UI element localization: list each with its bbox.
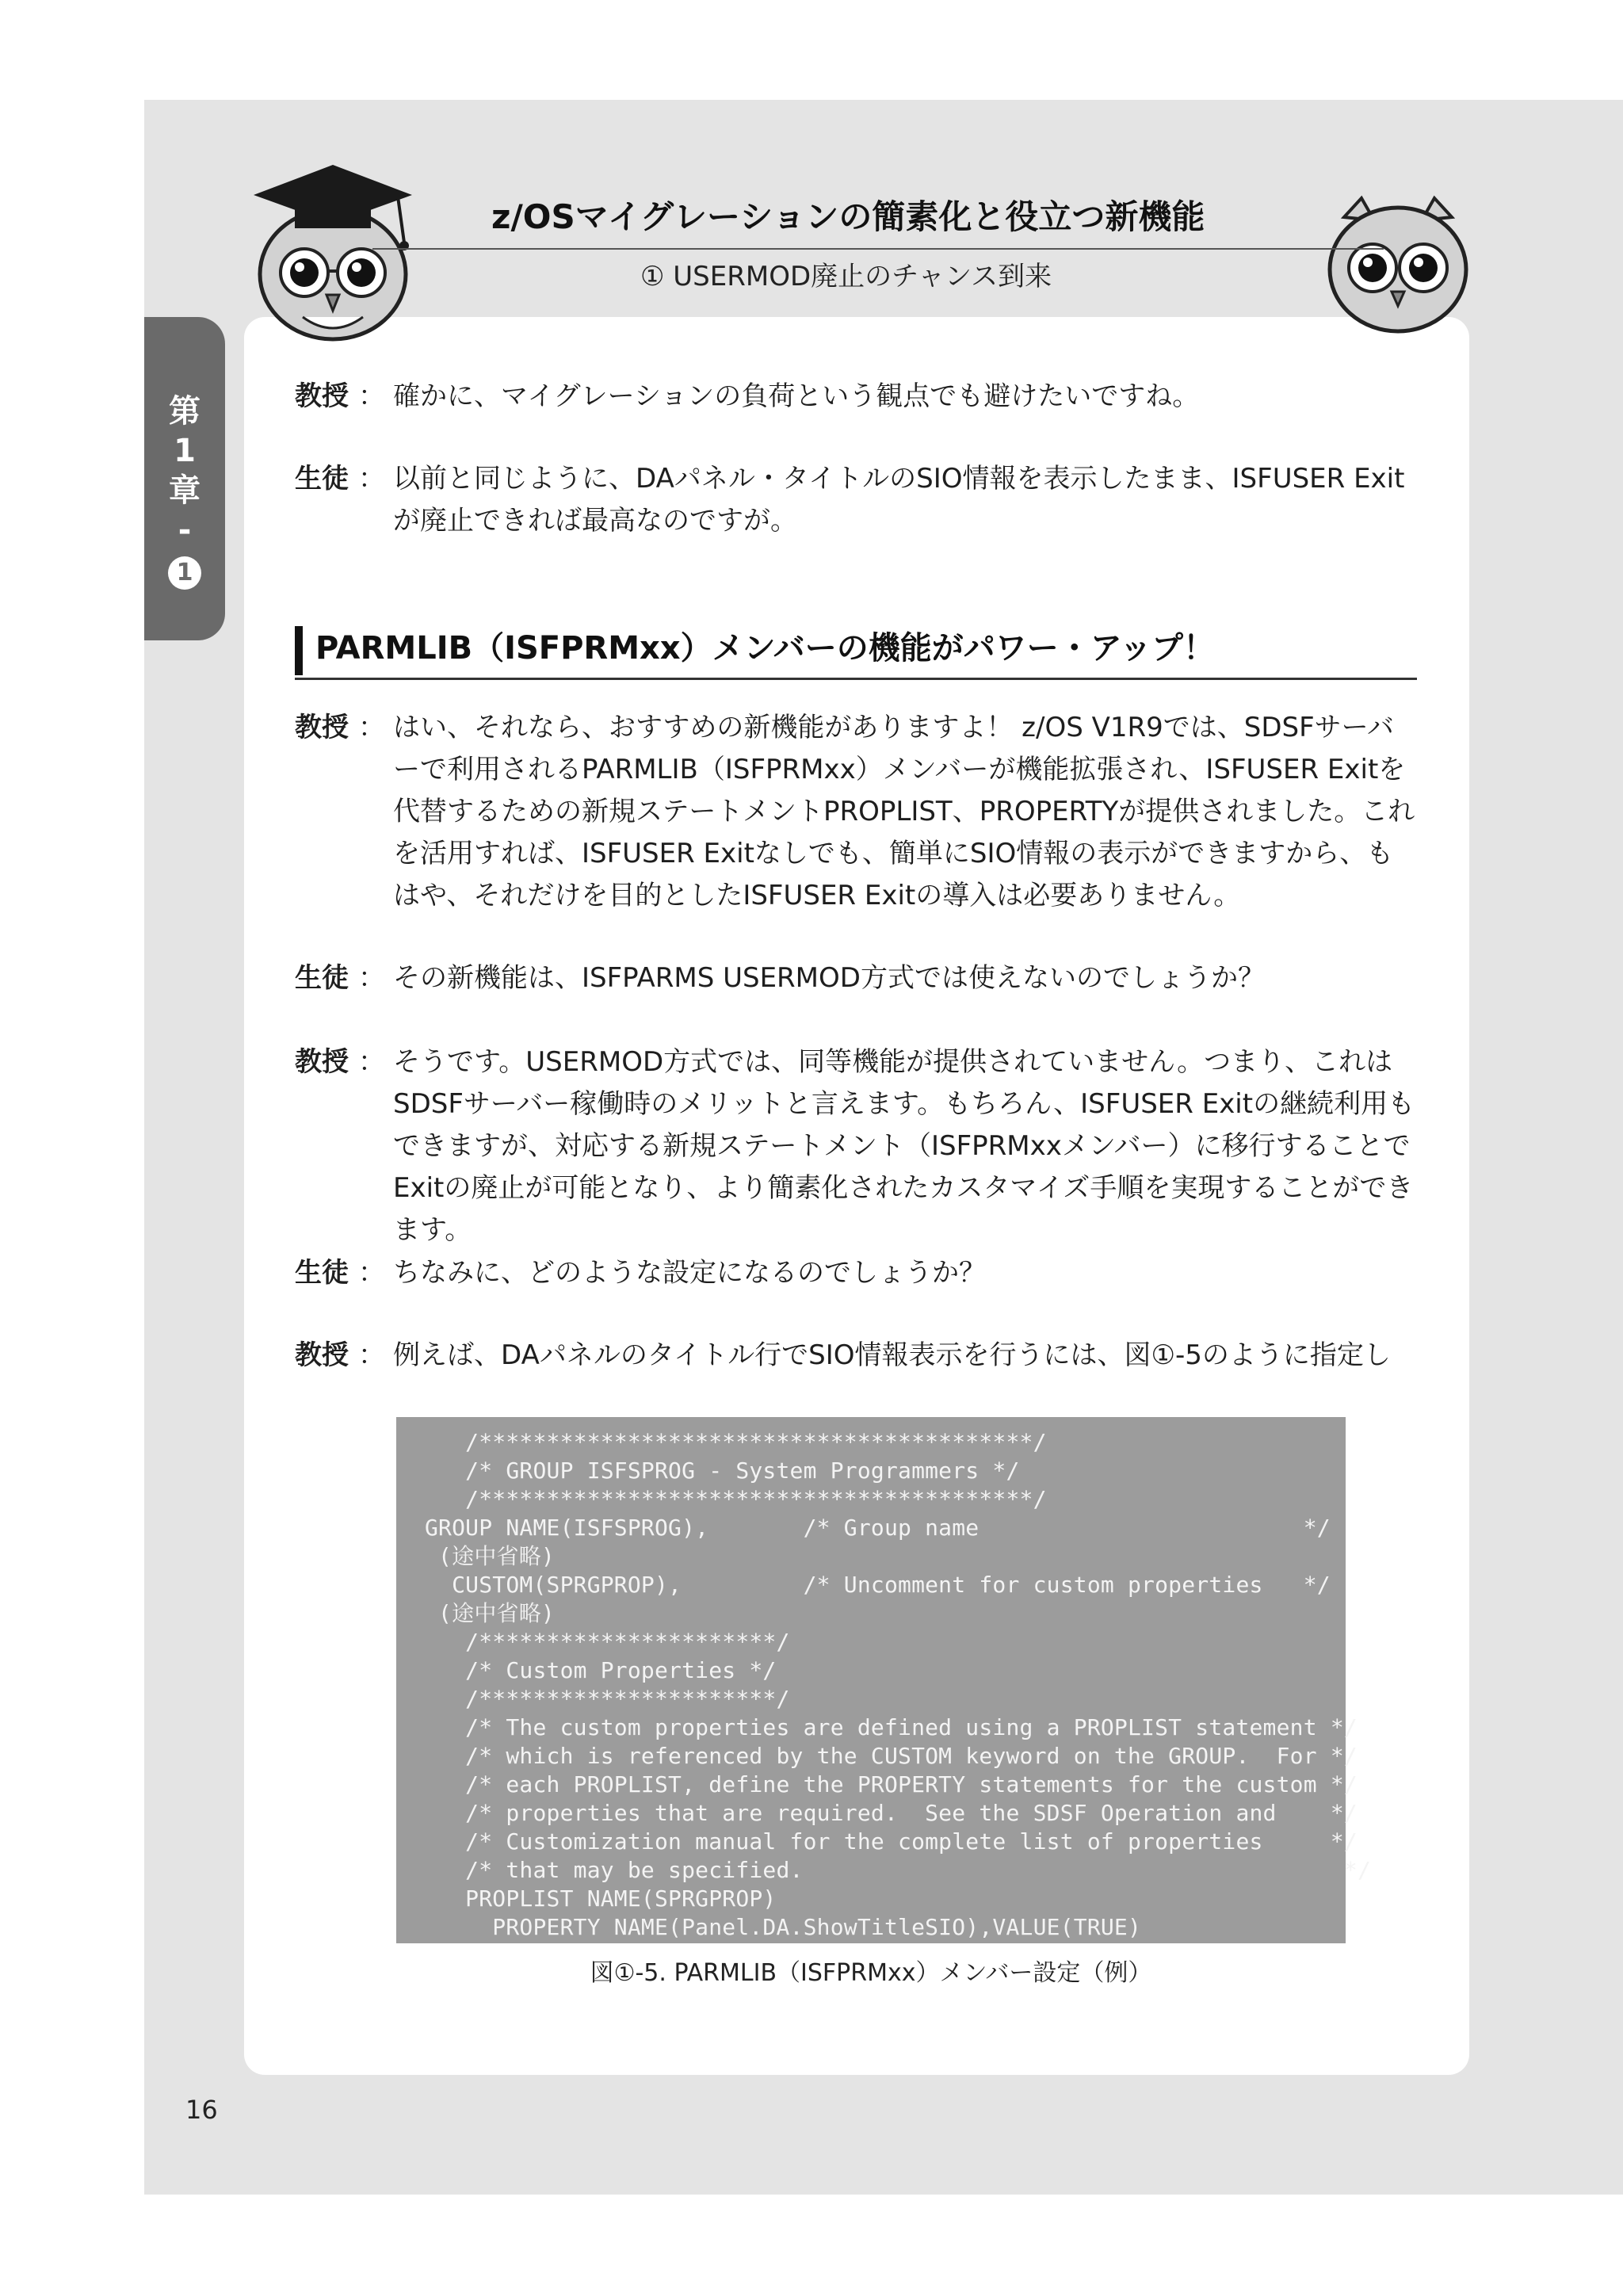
code-line: /* The custom properties are defined using a PROPLIST statement */ — [425, 1714, 1358, 1740]
code-line: /* that may be specified. */ — [425, 1857, 1372, 1883]
dialog-speaker: 教授 ： — [295, 1041, 390, 1083]
chapter-tab-dash: - — [178, 512, 192, 548]
dialog-entry — [295, 1041, 1420, 1251]
dialog-speaker: 教授 ： — [295, 1335, 390, 1377]
dialog-text: ちなみに、どのような設定になるのでしょうか？ — [393, 1257, 986, 1289]
code-line: /* Custom Properties */ — [425, 1657, 777, 1683]
code-line: PROPERTY NAME(Panel.DA.ShowTitleSIO),VALUE(TRUE) — [425, 1914, 1142, 1940]
code-figure — [396, 1417, 1372, 1943]
dialog-text: 例えば、DAパネルのタイトル行でSIO情報表示を行うには、図①-5のように指定し — [393, 1339, 1391, 1371]
dialog-text: はい、それなら、おすすめの新機能がありますよ！ z/OS V1R9では、SDSFサーバーで利用されるPARMLIB（ISFPRMxx）メンバーが機能拡張され、ISFUSER Exitを代替するための新規ステートメントPROPLIST、PROPERTYが提供されました。これを活用すれば、ISFUSER Exitなしでも、簡単にSIO情報の表示ができますから、もはや、それだけを目的としたISFUSER Exitの導入は必要ありません。 — [393, 712, 1415, 911]
page-number: 16 — [185, 2095, 218, 2125]
dialog-entry — [295, 458, 1420, 542]
code-line: (途中省略) — [425, 1543, 555, 1569]
dialog-text: その新機能は、ISFPARMS USERMOD方式では使えないのでしょうか？ — [393, 962, 1265, 994]
chapter-tab-char: 章 — [169, 472, 200, 509]
code-line: (途中省略) — [425, 1600, 555, 1626]
code-line: /**********************/ — [425, 1686, 790, 1712]
code-line: GROUP NAME(ISFSPROG), /* Group name */ — [425, 1515, 1331, 1541]
chapter-tab-number: 1 — [174, 433, 196, 469]
code-line: /* which is referenced by the CUSTOM keyword on the GROUP. For */ — [425, 1743, 1358, 1769]
section-heading — [295, 623, 1417, 680]
dialog-speaker: 生徒 ： — [295, 1252, 390, 1294]
dialog-speaker: 教授 ： — [295, 376, 390, 418]
chapter-tab-char: 第 — [169, 393, 200, 430]
dialog-speaker: 生徒 ： — [295, 458, 390, 500]
dialog-entry — [295, 376, 1420, 418]
code-line: PROPLIST NAME(SPRGPROP) — [425, 1885, 777, 1912]
header-divider — [372, 248, 1384, 250]
dialog-entry — [295, 957, 1420, 999]
code-line: /*****************************************/ — [425, 1486, 1047, 1512]
code-line: /* Customization manual for the complete list of properties */ — [425, 1828, 1358, 1855]
dialog-text: そうです。USERMOD方式では、同等機能が提供されていません。つまり、これはSDSFサーバー稼働時のメリットと言えます。もちろん、ISFUSER Exitの継続利用もできますが、対応する新規ステートメント（ISFPRMxxメンバー）に移行することでExitの廃止が可能となり、より簡素化されたカスタマイズ手順を実現することができます。 — [393, 1046, 1415, 1246]
chapter-tab — [144, 317, 225, 640]
dialog-entry — [295, 1335, 1420, 1377]
dialog-text: 以前と同じように、DAパネル・タイトルのSIO情報を表示したまま、ISFUSER Exitが廃止できれば最高なのですが。 — [393, 463, 1405, 537]
page-header-subtitle: ① USERMOD廃止のチャンス到来 — [640, 261, 1052, 292]
dialog-speaker: 生徒 ： — [295, 957, 390, 999]
code-line: /**********************/ — [425, 1629, 790, 1655]
code-line: /* each PROPLIST, define the PROPERTY statements for the custom */ — [425, 1771, 1358, 1797]
code-line: /* GROUP ISFSPROG - System Programmers */ — [425, 1457, 1020, 1484]
code-line: /* properties that are required. See the SDSF Operation and */ — [425, 1800, 1358, 1826]
dialog-entry — [295, 1252, 1420, 1294]
dialog-text: 確かに、マイグレーションの負荷という観点でも避けたいですね。 — [393, 380, 1200, 412]
dialog-speaker: 教授 ： — [295, 707, 390, 749]
chapter-tab-circle-number: 1 — [168, 556, 201, 590]
section-heading-bar — [295, 626, 303, 675]
section-heading-text: PARMLIB（ISFPRMxx）メンバーの機能がパワー・アップ！ — [315, 630, 1216, 667]
student-owl-icon — [1323, 193, 1472, 336]
code-line: CUSTOM(SPRGPROP), /* Uncomment for custom properties */ — [425, 1572, 1331, 1598]
dialog-entry — [295, 707, 1420, 917]
figure-caption: 図①-5. PARMLIB（ISFPRMxx）メンバー設定（例） — [590, 1959, 1152, 1987]
page-header-title: z/OSマイグレーションの簡素化と役立つ新機能 — [491, 197, 1205, 236]
code-line: /*****************************************/ — [425, 1429, 1047, 1455]
